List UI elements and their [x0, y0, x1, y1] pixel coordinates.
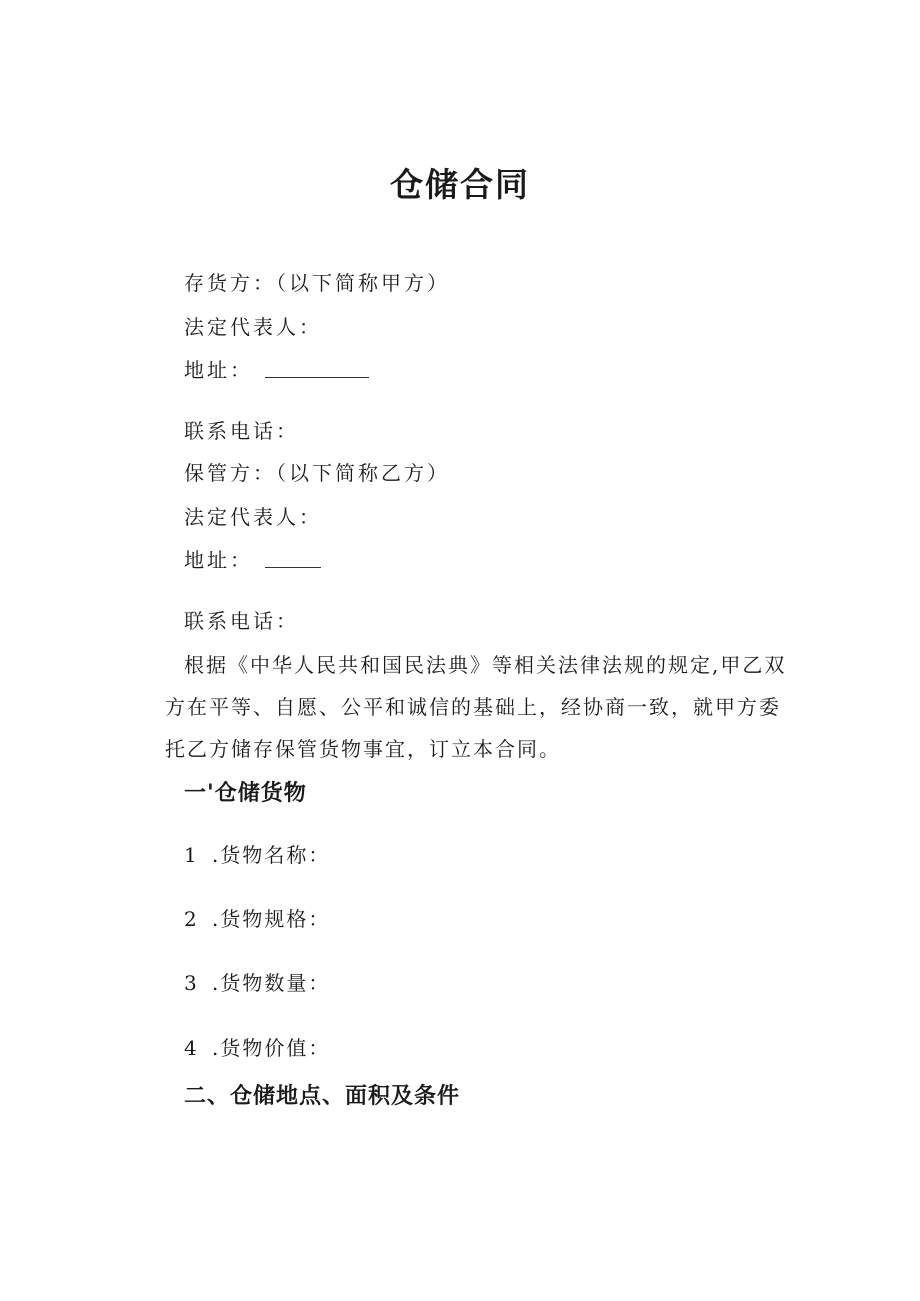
party-b-address-blank	[265, 545, 321, 568]
section-1-item	[184, 840, 330, 870]
party-b-phone: 联系电话：	[184, 609, 299, 633]
item-number: 1	[184, 843, 199, 867]
section-1-item	[184, 904, 330, 934]
item-number: 3	[184, 971, 199, 995]
section-1-item	[184, 1033, 330, 1063]
item-number: 2	[184, 907, 199, 931]
item-label: .货物价值：	[212, 1036, 331, 1060]
preamble-paragraph: 根据《中华人民共和国民法典》等相关法律法规的规定,甲乙双方在平等、自愿、公平和诚信的基础上，经协商一致，就甲方委托乙方储存保管货物事宜，订立本合同。	[165, 653, 787, 761]
document-title: 仓储合同	[390, 165, 530, 204]
party-a-role: 存货方：（以下简称甲方）	[184, 271, 450, 295]
party-a-address-row	[184, 355, 369, 385]
section-2-heading: 二、仓储地点、面积及条件	[184, 1084, 461, 1109]
party-b-address-row	[184, 545, 321, 575]
section-1-heading: 一'仓储货物	[184, 781, 307, 806]
party-b-address-label: 地址：	[184, 548, 253, 572]
party-a-legal-rep: 法定代表人：	[184, 315, 322, 339]
item-label: .货物名称：	[212, 843, 331, 867]
party-b-role: 保管方：（以下简称乙方）	[184, 461, 450, 485]
party-a-address-blank	[265, 355, 369, 378]
party-a-address-label: 地址：	[184, 358, 253, 382]
item-label: .货物数量：	[212, 971, 331, 995]
party-a-phone: 联系电话：	[184, 419, 299, 443]
item-number: 4	[184, 1036, 199, 1060]
item-label: .货物规格：	[212, 907, 331, 931]
section-1-item	[184, 968, 330, 998]
party-b-legal-rep: 法定代表人：	[184, 505, 322, 529]
